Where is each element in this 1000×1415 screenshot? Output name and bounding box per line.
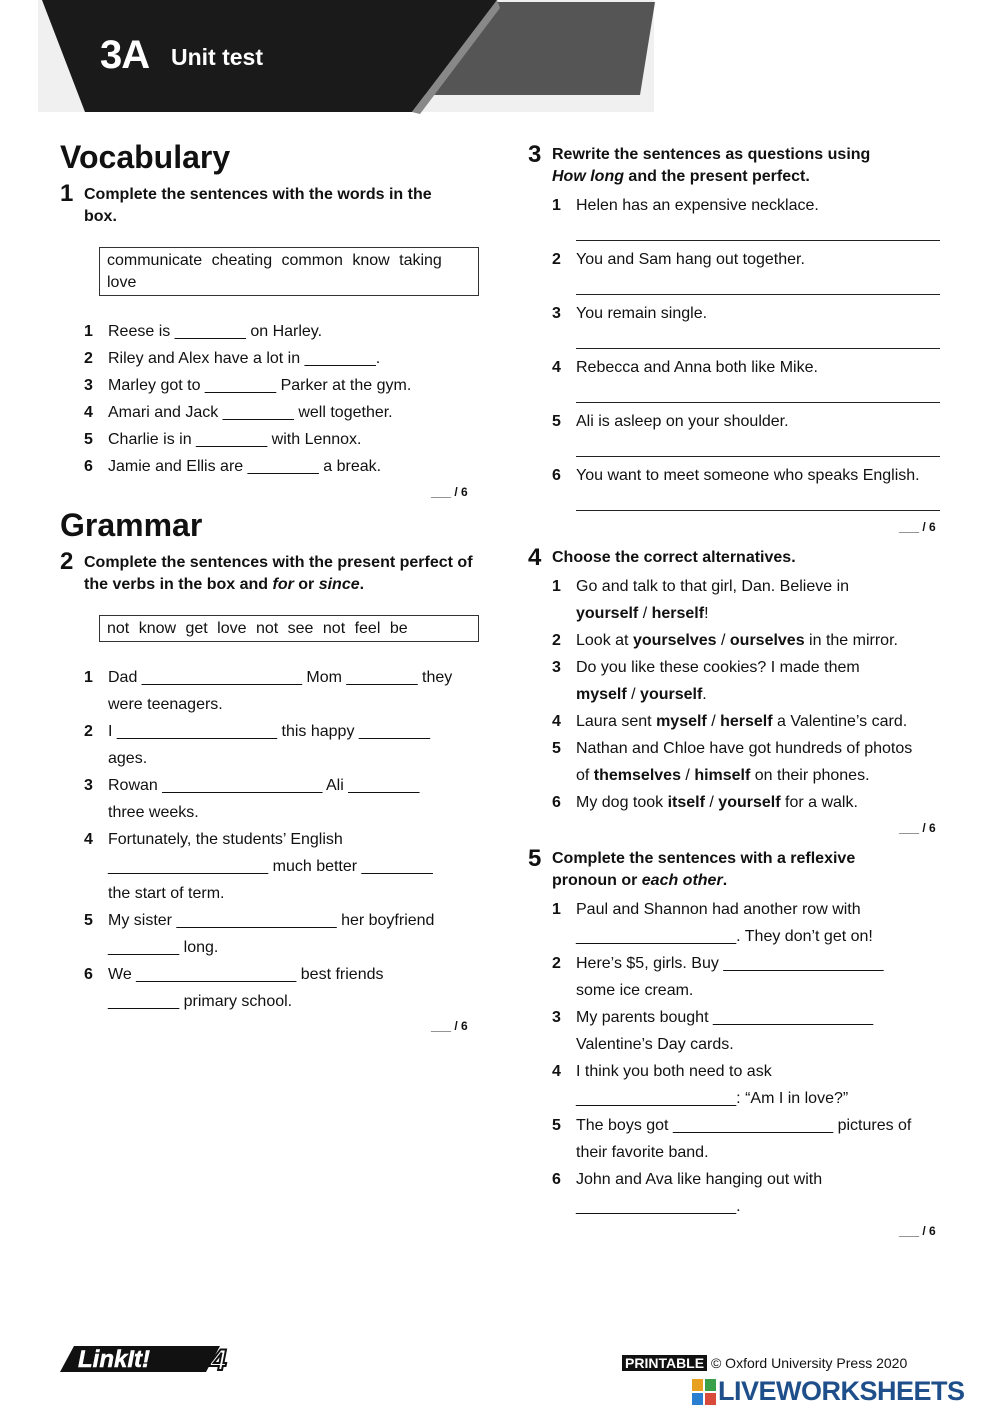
ex4-item-3-choices: myself / yourself. bbox=[576, 686, 707, 703]
ex2-line-12 bbox=[84, 961, 384, 988]
item-text: Ali is asleep on your shoulder. bbox=[576, 413, 789, 430]
svg-text:4: 4 bbox=[210, 1344, 227, 1377]
ex4-item-3: 3 Do you like these cookies? I made them bbox=[552, 659, 860, 676]
answer-line-2[interactable] bbox=[576, 294, 940, 295]
answer-line-3[interactable] bbox=[576, 348, 940, 349]
item-number: 4 bbox=[84, 404, 93, 421]
exercise-4-score: ___ / 6 bbox=[899, 821, 936, 835]
ex2-line-6 bbox=[108, 799, 199, 826]
exercise-5-score: ___ / 6 bbox=[899, 1224, 936, 1238]
ex2-line-1 bbox=[84, 664, 453, 691]
ex4-item-5-choices: of themselves / himself on their phones. bbox=[576, 767, 870, 784]
ex5-line-2 bbox=[576, 923, 873, 950]
ex4-item-4: 4 Laura sent myself / herself a Valentine’s card. bbox=[552, 713, 908, 730]
item-number: 4 bbox=[84, 831, 93, 848]
ex4-2-option-a[interactable]: yourselves bbox=[632, 632, 717, 649]
unit-code: 3A bbox=[100, 33, 150, 77]
exercise-4-instruction: Choose the correct alternatives. bbox=[552, 549, 796, 566]
ex1-item-4 bbox=[84, 399, 393, 426]
item-number: 1 bbox=[552, 901, 561, 918]
ex5-line-6 bbox=[576, 1031, 734, 1058]
ex5-line-11 bbox=[552, 1166, 823, 1193]
item-text: Amari and Jack ________ well together. bbox=[108, 404, 393, 421]
ex2-line-13 bbox=[108, 988, 292, 1015]
ex5-line-9 bbox=[552, 1112, 912, 1139]
exercise-2-instruction: Complete the sentences with the present perfect of the verbs in the box and for or since. bbox=[84, 554, 473, 593]
item-text: ages. bbox=[108, 750, 148, 767]
exercise-2-number: 2 bbox=[60, 548, 74, 575]
item-number: 2 bbox=[84, 350, 93, 367]
header-banner bbox=[0, 0, 660, 120]
item-number: 3 bbox=[552, 305, 561, 322]
item-number: 5 bbox=[552, 1117, 561, 1134]
exercise-3-score: ___ / 6 bbox=[899, 520, 936, 534]
ex4-5-option-b[interactable]: himself bbox=[694, 767, 751, 784]
printable-label: PRINTABLE bbox=[622, 1355, 707, 1371]
ex4-item-5: 5 Nathan and Chloe have got hundreds of photos bbox=[552, 740, 913, 757]
ex2-line-5 bbox=[84, 772, 420, 799]
ex4-item-1: 1 Go and talk to that girl, Dan. Believe in bbox=[552, 578, 850, 595]
liveworksheets-wordmark: LIVEWORKSHEETS bbox=[718, 1376, 965, 1406]
item-number: 2 bbox=[552, 955, 561, 972]
item-number: 3 bbox=[84, 377, 93, 394]
ex4-2-option-b[interactable]: ourselves bbox=[729, 632, 805, 649]
item-number: 2 bbox=[552, 251, 561, 268]
ex4-item-2: 2 Look at yourselves / ourselves in the mirror. bbox=[552, 632, 898, 649]
item-text: the start of term. bbox=[108, 885, 225, 902]
ex2-line-2 bbox=[108, 691, 223, 718]
ex4-4-option-b[interactable]: herself bbox=[720, 713, 773, 730]
ex2-line-9 bbox=[108, 880, 224, 907]
item-text: __________________. They don’t get on! bbox=[576, 928, 873, 945]
item-text: Riley and Alex have a lot in ________. bbox=[108, 350, 381, 367]
ex3-item-1 bbox=[552, 192, 819, 219]
item-text: __________________ much better ________ bbox=[108, 858, 433, 875]
item-text: Paul and Shannon had another row with bbox=[576, 901, 861, 918]
liveworksheets-icon bbox=[692, 1379, 716, 1405]
item-number: 3 bbox=[84, 777, 93, 794]
item-text: Dad __________________ Mom ________ they bbox=[108, 669, 453, 686]
ex3-item-2 bbox=[552, 246, 805, 273]
unit-title: Unit test bbox=[171, 44, 263, 70]
answer-line-4[interactable] bbox=[576, 402, 940, 403]
item-number: 6 bbox=[84, 966, 93, 983]
exercise-4-number: 4 bbox=[528, 544, 542, 571]
item-number: 3 bbox=[552, 1009, 561, 1026]
ex1-item-5 bbox=[84, 426, 362, 453]
word-box-2: not know get love not see not feel be bbox=[99, 615, 479, 642]
word-box-1: communicate cheating common know taking love bbox=[99, 247, 479, 296]
ex3-item-4 bbox=[552, 354, 818, 381]
answer-line-1[interactable] bbox=[576, 240, 940, 241]
linkit-logo bbox=[60, 1336, 250, 1378]
ex3-item-6 bbox=[552, 462, 920, 489]
item-text: Jamie and Ellis are ________ a break. bbox=[108, 458, 382, 475]
item-text: You remain single. bbox=[576, 305, 708, 322]
item-number: 4 bbox=[552, 1063, 561, 1080]
item-number: 1 bbox=[84, 323, 93, 340]
ex5-line-12 bbox=[576, 1193, 741, 1220]
item-text: Charlie is in ________ with Lennox. bbox=[108, 431, 362, 448]
ex3-item-5 bbox=[552, 408, 789, 435]
item-text: some ice cream. bbox=[576, 982, 694, 999]
grammar-heading: Grammar bbox=[60, 507, 203, 543]
ex5-line-4 bbox=[576, 977, 693, 1004]
item-text: Marley got to ________ Parker at the gym. bbox=[108, 377, 412, 394]
item-text: The boys got __________________ pictures of bbox=[576, 1117, 912, 1134]
ex3-item-3 bbox=[552, 300, 708, 327]
answer-line-5[interactable] bbox=[576, 456, 940, 457]
copyright-line: PRINTABLE © Oxford University Press 2020 bbox=[622, 1355, 907, 1371]
item-text: Rebecca and Anna both like Mike. bbox=[576, 359, 818, 376]
ex4-5-option-a[interactable]: themselves bbox=[593, 767, 681, 784]
item-text: You want to meet someone who speaks English. bbox=[576, 467, 920, 484]
exercise-1-score: ___ / 6 bbox=[431, 485, 468, 499]
svg-text:LinkIt!: LinkIt! bbox=[78, 1346, 150, 1373]
item-text: ________ long. bbox=[108, 939, 219, 956]
item-text: Rowan __________________ Ali ________ bbox=[108, 777, 420, 794]
item-text: I think you both need to ask bbox=[576, 1063, 772, 1080]
ex5-line-3 bbox=[552, 950, 884, 977]
item-text: Fortunately, the students’ English bbox=[108, 831, 343, 848]
ex2-line-4 bbox=[108, 745, 147, 772]
ex4-1-option-b[interactable]: herself bbox=[651, 605, 705, 622]
exercise-3-instruction: Rewrite the sentences as questions using How long and the present perfect. bbox=[552, 146, 871, 185]
item-text: were teenagers. bbox=[108, 696, 223, 713]
item-text: Reese is ________ on Harley. bbox=[108, 323, 323, 340]
ex2-line-3 bbox=[84, 718, 431, 745]
exercise-5-number: 5 bbox=[528, 845, 542, 872]
exercise-5-instruction: Complete the sentences with a reflexive pronoun or each other. bbox=[552, 850, 856, 889]
exercise-1-number: 1 bbox=[60, 180, 74, 207]
ex4-item-1-choices: yourself / herself! bbox=[576, 605, 709, 622]
item-text: their favorite band. bbox=[576, 1144, 709, 1161]
item-number: 6 bbox=[84, 458, 93, 475]
item-number: 1 bbox=[552, 197, 561, 214]
ex4-3-option-b[interactable]: yourself bbox=[640, 686, 703, 703]
item-text: Helen has an expensive necklace. bbox=[576, 197, 819, 214]
ex5-line-1 bbox=[552, 896, 861, 923]
item-number: 4 bbox=[552, 359, 561, 376]
ex5-line-10 bbox=[576, 1139, 709, 1166]
item-text: John and Ava like hanging out with bbox=[576, 1171, 823, 1188]
item-number: 5 bbox=[84, 912, 93, 929]
exercise-1-instruction: Complete the sentences with the words in the box. bbox=[84, 186, 432, 225]
item-number: 5 bbox=[552, 413, 561, 430]
item-text: We __________________ best friends bbox=[108, 966, 384, 983]
item-text: My sister __________________ her boyfriend bbox=[108, 912, 435, 929]
item-text: Valentine’s Day cards. bbox=[576, 1036, 734, 1053]
ex4-3-option-a[interactable]: myself bbox=[576, 686, 627, 703]
item-number: 1 bbox=[84, 669, 93, 686]
ex5-line-8 bbox=[576, 1085, 848, 1112]
item-text: __________________. bbox=[576, 1198, 741, 1215]
ex1-item-3 bbox=[84, 372, 412, 399]
ex4-6-option-b[interactable]: yourself bbox=[718, 794, 781, 811]
exercise-3-number: 3 bbox=[528, 141, 542, 168]
ex2-line-10 bbox=[84, 907, 435, 934]
ex4-1-option-a[interactable]: yourself bbox=[576, 605, 639, 622]
ex5-line-5 bbox=[552, 1004, 874, 1031]
exercise-2-score: ___ / 6 bbox=[431, 1019, 468, 1033]
item-text: ________ primary school. bbox=[108, 993, 293, 1010]
ex1-item-2 bbox=[84, 345, 381, 372]
item-text: I __________________ this happy ________ bbox=[108, 723, 431, 740]
answer-line-6[interactable] bbox=[576, 510, 940, 511]
ex2-line-8 bbox=[108, 853, 433, 880]
item-number: 5 bbox=[84, 431, 93, 448]
ex4-item-6: 6 My dog took itself / yourself for a walk. bbox=[552, 794, 858, 811]
item-number: 6 bbox=[552, 1171, 561, 1188]
item-text: three weeks. bbox=[108, 804, 199, 821]
ex4-6-option-a[interactable]: itself bbox=[667, 794, 705, 811]
vocabulary-heading: Vocabulary bbox=[60, 139, 231, 175]
item-text: __________________: “Am I in love?” bbox=[576, 1090, 849, 1107]
item-text: My parents bought __________________ bbox=[576, 1009, 874, 1026]
ex5-line-7 bbox=[552, 1058, 772, 1085]
ex2-line-7 bbox=[84, 826, 343, 853]
item-number: 6 bbox=[552, 467, 561, 484]
ex1-item-1 bbox=[84, 318, 323, 345]
ex1-item-6 bbox=[84, 453, 382, 480]
ex2-line-11 bbox=[108, 934, 218, 961]
item-number: 2 bbox=[84, 723, 93, 740]
item-text: Here’s $5, girls. Buy __________________ bbox=[576, 955, 884, 972]
item-text: You and Sam hang out together. bbox=[576, 251, 805, 268]
ex4-4-option-a[interactable]: myself bbox=[656, 713, 707, 730]
